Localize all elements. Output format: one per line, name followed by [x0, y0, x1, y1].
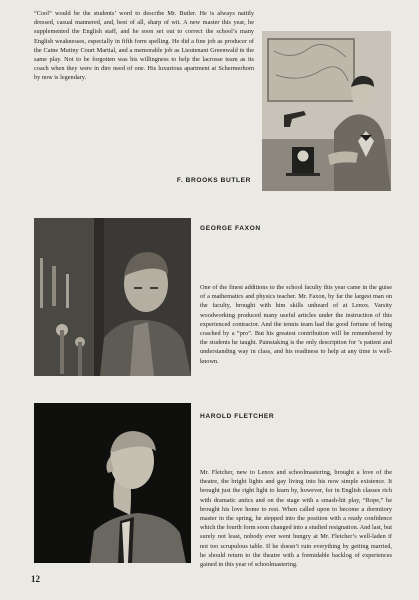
butler-photo [262, 31, 391, 191]
page-number: 12 [31, 574, 40, 584]
fletcher-name: HAROLD FLETCHER [200, 413, 275, 420]
faxon-paragraph: One of the finest additions to the school faculty this year came in the guise of a mathematics and physics teacher. Mr. Faxon, by far the largest man on the faculty, brought with him skills unheard of at Lenox. Varsity woodworking produced many useful articles under the instruction of this experienced contractor. And the tennis team had the good fortune of being coached by a “pro”. But his greatest contribution will be remembered by the students he taught. Painstaking is the only description for ’s patient and understanding way in class, and his readiness to help at any time is well-known. [200, 284, 392, 365]
fletcher-photo [34, 403, 191, 563]
faxon-photo [34, 218, 191, 376]
faxon-name: GEORGE FAXON [200, 225, 261, 232]
butler-paragraph: “Cool” would be the students’ word to describe Mr. Butler. He is always nattily dressed, casual mannered, and, best of all, sharp of wit. A new master this year, he supplemented the English staff, and he soon set out to correct the school’s many English weaknesses, especially in fifth form spelling. He did a fine job as producer of the Caine Mutiny Court Martial, and a memorable job as Lieutenant Greenwald in the same play. Not to be forgotten was his willingness to help the lacrosse team as its coach when they were in dire need of one. His luxurious apartment at Schermerhorn by now is legendary. [34, 10, 254, 82]
fletcher-paragraph: Mr. Fletcher, new to Lenox and schoolmastering, brought a love of the theatre, the bright lights and gay living into his now simple existence. It brought just the right light to learn by, however, for in English classes rich with dramatic antics and on the stage with a smash-hit play, “Rope,” he brought his love home to rest. When called upon to become a dormitory master in the spring, he stepped into the position with a ready confidence which the fourth form soon changed into a studied resignation. And last, but surely not least, nobody ever went hungry at Mr. Fletcher’s well-laden if not too scrupulous table. If he doesn’t ruin everything by getting married, he should return to the theatre with a formidable backlog of experiences gained in this year of schoolmastering. [200, 469, 392, 569]
butler-name: F. BROOKS BUTLER [176, 177, 251, 184]
